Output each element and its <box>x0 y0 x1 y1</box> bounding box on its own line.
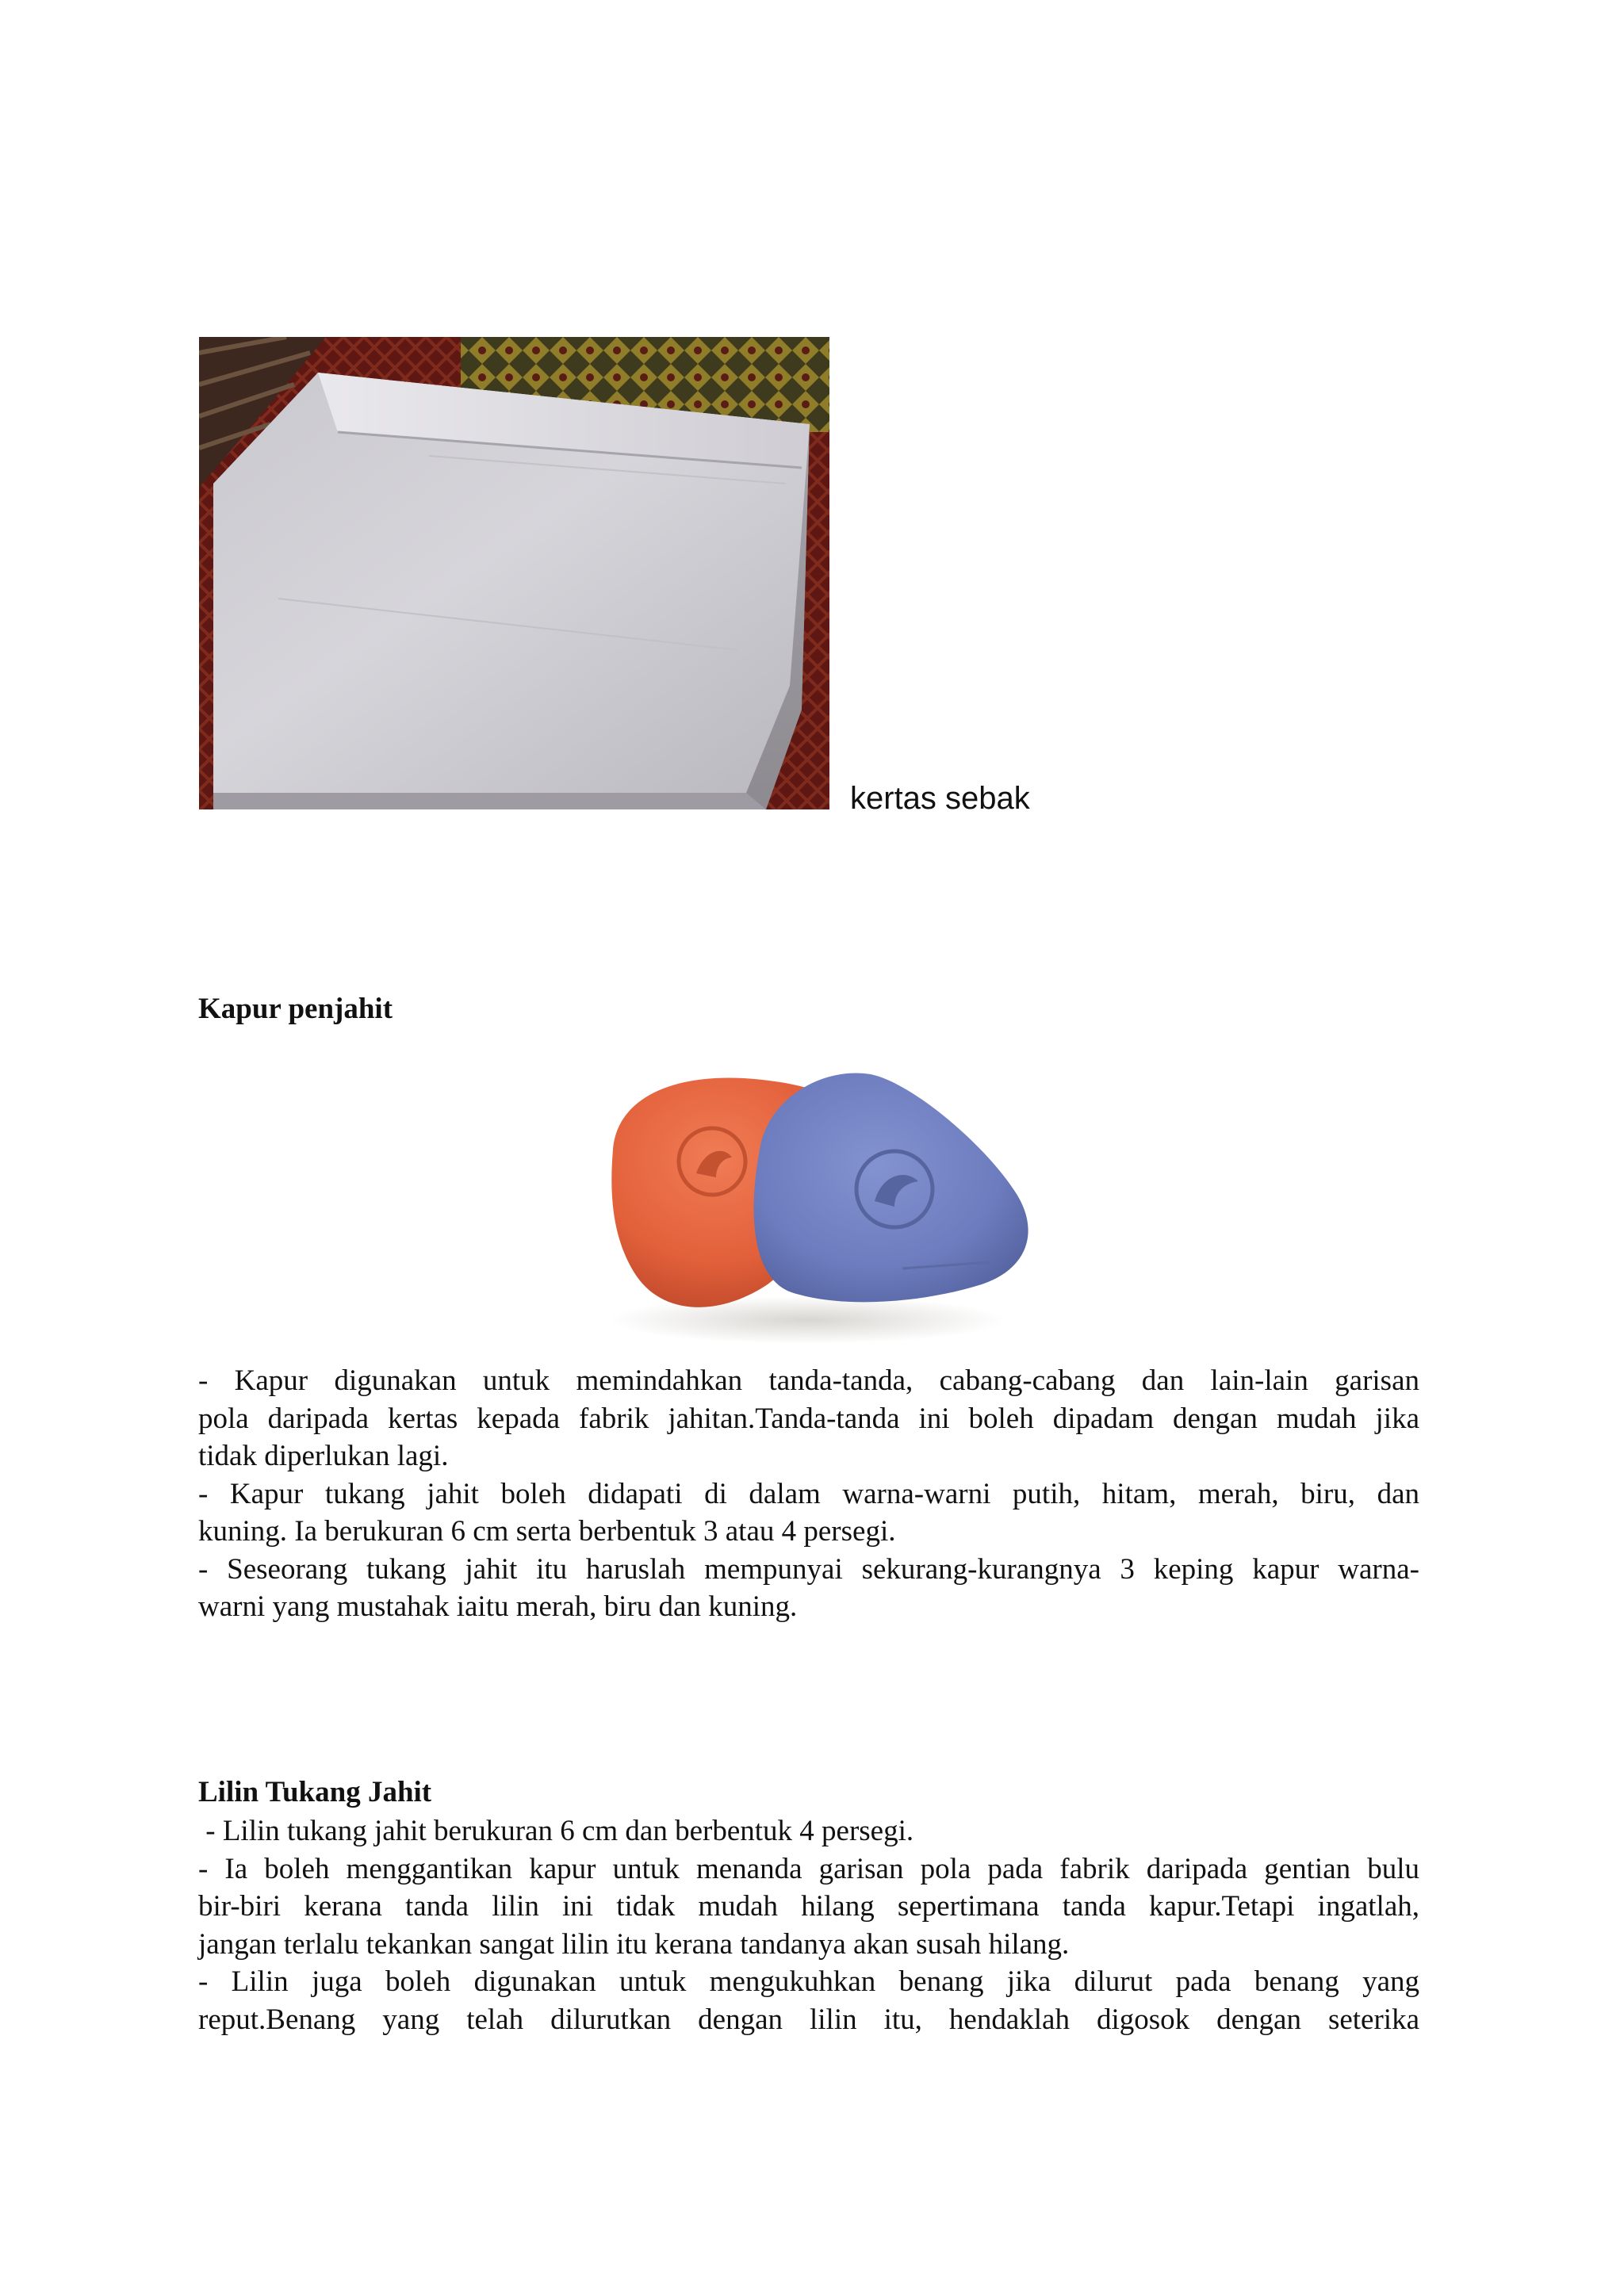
kertas-sebak-caption: kertas sebak <box>850 781 1030 816</box>
kapur-description <box>198 1362 1419 1626</box>
folded-paper-photo <box>199 337 829 809</box>
text-line: - Seseorang tukang jahit itu haruslah mempunyai sekurang-kurangnya 3 keping kapur warna- <box>198 1552 1419 1586</box>
text-line: - Lilin juga boleh digunakan untuk mengukuhkan benang jika dilurut pada benang yang <box>198 1965 1419 1998</box>
text-line: tidak diperlukan lagi. <box>198 1440 449 1472</box>
kapur-penjahit-heading: Kapur penjahit <box>198 993 393 1025</box>
lilin-tukang-jahit-heading: Lilin Tukang Jahit <box>198 1776 432 1808</box>
tailor-chalk-photo <box>569 1054 1061 1356</box>
kapur-paragraph-3 <box>198 1551 1419 1626</box>
text-line: - Kapur digunakan untuk memindahkan tanda-tanda, cabang-cabang dan lain-lain garisan <box>198 1364 1419 1397</box>
kapur-paragraph-2 <box>198 1475 1419 1551</box>
text-line: warni yang mustahak iaitu merah, biru dan kuning. <box>198 1590 798 1623</box>
text-line: - Lilin tukang jahit berukuran 6 cm dan berbentuk 4 persegi. <box>198 1815 914 1847</box>
lilin-description <box>198 1812 1419 2038</box>
text-line: - Kapur tukang jahit boleh didapati di dalam warna-warni putih, hitam, merah, biru, dan <box>198 1477 1419 1510</box>
text-line: kuning. Ia berukuran 6 cm serta berbentuk 3 atau 4 persegi. <box>198 1515 896 1548</box>
text-line: pola daripada kertas kepada fabrik jahitan.Tanda-tanda ini boleh dipadam dengan mudah jika <box>198 1402 1419 1435</box>
text-line: - Ia boleh menggantikan kapur untuk menanda garisan pola pada fabrik daripada gentian bulu <box>198 1852 1419 1885</box>
text-line: bir-biri kerana tanda lilin ini tidak mudah hilang sepertimana tanda kapur.Tetapi ingatlah, <box>198 1890 1419 1923</box>
text-line: reput.Benang yang telah dilurutkan dengan lilin itu, hendaklah digosok dengan seterika <box>198 2003 1419 2036</box>
lilin-paragraph-1 <box>198 1812 1419 1850</box>
text-line: jangan terlalu tekankan sangat lilin itu kerana tandanya akan susah hilang. <box>198 1927 1070 1961</box>
lilin-paragraph-3 <box>198 1963 1419 2038</box>
lilin-paragraph-2 <box>198 1850 1419 1964</box>
kapur-paragraph-1 <box>198 1362 1419 1475</box>
